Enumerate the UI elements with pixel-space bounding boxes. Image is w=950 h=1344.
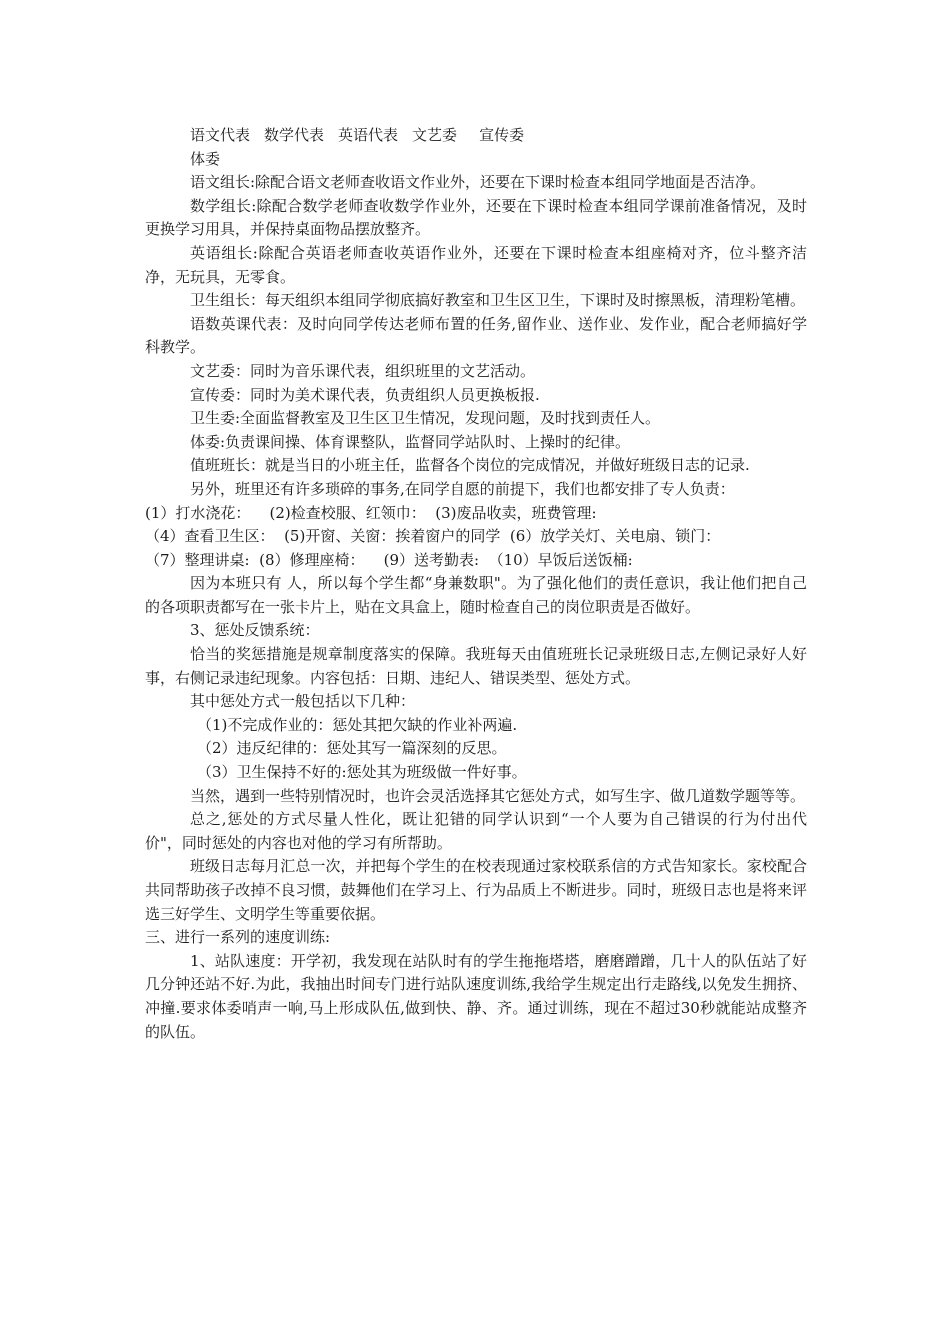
paragraph-duty-monitor: 值班班长：就是当日的小班主任，监督各个岗位的完成情况，并做好班级日志的记录. [190,456,750,475]
paragraph-chinese-leader: 语文组长:除配合语文老师查收语文作业外，还要在下课时检查本组同学地面是否洁净。 [190,173,766,192]
paragraph-math-leader: 数学组长:除配合数学老师查收数学作业外，还要在下课时检查本组同学课前准备情况，及时更换学习用具，并保持桌面物品摆放整齐。 [145,196,807,239]
paragraph-arts: 文艺委：同时为音乐课代表，组织班里的文艺活动。 [190,361,536,380]
punishment-item: （1)不完成作业的：惩处其把欠缺的作业补两遍. [197,715,518,734]
roles-list [145,124,807,148]
chores-line-1: (1）打水浇花： (2)检查校服、红领巾： (3)废品收卖，班费管理: [145,503,597,522]
paragraph-subject-reps: 语数英课代表：及时向同学传达老师布置的任务,留作业、送作业、发作业，配合老师搞好学科教学。 [145,314,807,357]
paragraph-line-up-speed: 1、站队速度：开学初，我发现在站队时有的学生拖拖塔塔，磨磨蹭蹭，几十人的队伍站了好几分钟还站不好.为此，我抽出时间专门进行站队速度训练,我给学生规定出行走路线,以免发生拥挤、冲撞.要求体委哨声一响,马上形成队伍,做到快、静、齐。通过训练，现在不超过30秒就能站成整齐的队伍。 [145,951,807,1041]
paragraph-humane: 总之,惩处的方式尽量人性化，既让犯错的同学认识到“一个人要为自己错误的行为付出代价"，同时惩处的内容也对他的学习有所帮助。 [145,810,807,852]
paragraph-hygiene-committee: 卫生委:全面监督教室及卫生区卫生情况，发现问题，及时找到责任人。 [190,409,661,428]
paragraph-other-tasks: 另外，班里还有许多琐碎的事务,在同学自愿的前提下，我们也都安排了专人负责： [190,479,735,498]
role-math-rep: 数学代表 [264,126,325,144]
heading-feedback-system: 3、惩处反馈系统： [190,621,320,640]
role-publicity: 宣传委 [479,126,525,144]
paragraph-class-log: 班级日志每月汇总一次，并把每个学生的在校表现通过家校联系信的方式告知家长。家校配合共同帮助孩子改掉不良习惯，鼓舞他们在学习上、行为品质上不断进步。同时，班级日志也是将来评选三好学生、文明学生等重要依据。 [145,857,807,923]
paragraph-responsibility: 因为本班只有 人，所以每个学生都“身兼数职"。为了强化他们的责任意识，我让他们把自己的各项职责都写在一张卡片上，贴在文具盒上，随时检查自己的岗位职责是否做好。 [145,574,807,616]
paragraph-english-leader: 英语组长:除配合英语老师查收英语作业外，还要在下课时检查本组座椅对齐，位斗整齐洁净，无玩具，无零食。 [145,243,807,286]
document-body [145,124,807,1044]
chores-line-3: （7）整理讲桌: (8）修理座椅： (9）送考勤表: （10）早饭后送饭桶: [145,550,633,569]
section-heading: 三、进行一系列的速度训练: [145,928,331,947]
paragraph-pe: 体委:负责课间操、体育课整队，监督同学站队时、上操时的纪律。 [190,432,631,451]
role-arts: 文艺委 [412,126,458,144]
role-english-rep: 英语代表 [338,126,399,144]
paragraph-hygiene-leader: 卫生组长：每天组织本组同学彻底搞好教室和卫生区卫生，下课时及时擦黑板，清理粉笔槽。 [190,291,806,310]
punishment-item: （2）违反纪律的：惩处其写一篇深刻的反思。 [197,739,507,758]
punishment-item: （3）卫生保持不好的:惩处其为班级做一件好事。 [197,763,527,782]
role-chinese-rep: 语文代表 [190,126,251,144]
role-pe: 体委 [190,149,221,168]
paragraph-flexible: 当然，遇到一些特别情况时，也许会灵活选择其它惩处方式，如写生字、做几道数学题等等。 [190,786,806,805]
paragraph-publicity: 宣传委：同时为美术课代表，负责组织人员更换板报. [190,385,540,404]
paragraph-punishment-intro: 其中惩处方式一般包括以下几种： [190,692,416,711]
chores-line-2: （4）查看卫生区： (5)开窗、关窗：挨着窗户的同学 (6）放学关灯、关电扇、锁门： [145,527,721,546]
paragraph-rewards: 恰当的奖惩措施是规章制度落实的保障。我班每天由值班班长记录班级日志,左侧记录好人好事，右侧记录违纪现象。内容包括：日期、违纪人、错误类型、惩处方式。 [145,645,807,687]
